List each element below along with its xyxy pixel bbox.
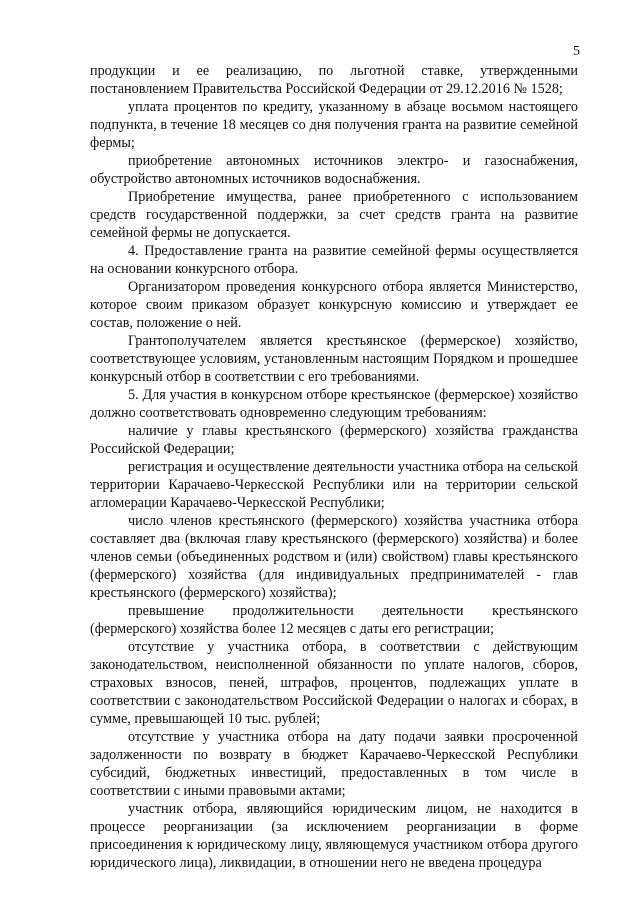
paragraph: Приобретение имущества, ранее приобретенного с использованием средств государственной поддержки, за счет средств гранта на развитие семейной фермы не допускается.	[90, 189, 578, 241]
paragraph: регистрация и осуществление деятельности участника отбора на сельской территории Карачаево-Черкесской Республики или на территории сельской агломерации Карачаево-Черкесской Республики;	[90, 459, 578, 511]
paragraph: наличие у главы крестьянского (фермерского) хозяйства гражданства Российской Федерации;	[90, 423, 578, 457]
paragraph: участник отбора, являющийся юридическим лицом, не находится в процессе реорганизации (за исключением реорганизации в форме присоединения к юридическому лицу, являющемуся участником отбора другого юридического лица), ликвидации, в отношении него не введена процедура	[90, 801, 578, 871]
paragraph: продукции и ее реализацию, по льготной ставке, утвержденными постановлением Правительства Российской Федерации от 29.12.2016 № 1528;	[90, 63, 578, 97]
paragraph: 4. Предоставление гранта на развитие семейной фермы осуществляется на основании конкурсного отбора.	[90, 243, 578, 277]
paragraph: уплата процентов по кредиту, указанному в абзаце восьмом настоящего подпункта, в течение 18 месяцев со дня получения гранта на развитие семейной фермы;	[90, 99, 578, 151]
paragraph: отсутствие у участника отбора, в соответствии с действующим законодательством, неисполненной обязанности по уплате налогов, сборов, страховых взносов, пеней, штрафов, процентов, подлежащих уплате в соответствии с законодательством Российской Федерации о налогах и сборах, в сумме, превышающей 10 тыс. рублей;	[90, 639, 578, 727]
paragraph: Организатором проведения конкурсного отбора является Министерство, которое своим приказом образует конкурсную комиссию и утверждает ее состав, положение о ней.	[90, 279, 578, 331]
paragraph: число членов крестьянского (фермерского) хозяйства участника отбора составляет два (включая главу крестьянского (фермерского) хозяйства) и более членов семьи (объединенных родством и (или) свойством) главы крестьянского (фермерского) хозяйства (для индивидуальных предпринимателей - глав крестьянского (фермерского) хозяйства);	[90, 513, 578, 601]
paragraph: отсутствие у участника отбора на дату подачи заявки просроченной задолженности по возврату в бюджет Карачаево-Черкесской Республики субсидий, бюджетных инвестиций, предоставленных в том числе в соответствии с иными правовыми актами;	[90, 729, 578, 799]
paragraph: превышение продолжительности деятельности крестьянского (фермерского) хозяйства более 12 месяцев с даты его регистрации;	[90, 603, 578, 637]
paragraph: приобретение автономных источников электро- и газоснабжения, обустройство автономных источников водоснабжения.	[90, 153, 578, 187]
document-body	[90, 62, 578, 872]
page-number: 5	[573, 44, 580, 59]
paragraph: 5. Для участия в конкурсном отборе крестьянское (фермерское) хозяйство должно соответствовать одновременно следующим требованиям:	[90, 387, 578, 421]
paragraph: Грантополучателем является крестьянское (фермерское) хозяйство, соответствующее условиям, установленным настоящим Порядком и прошедшее конкурсный отбор в соответствии с его требованиями.	[90, 333, 578, 385]
